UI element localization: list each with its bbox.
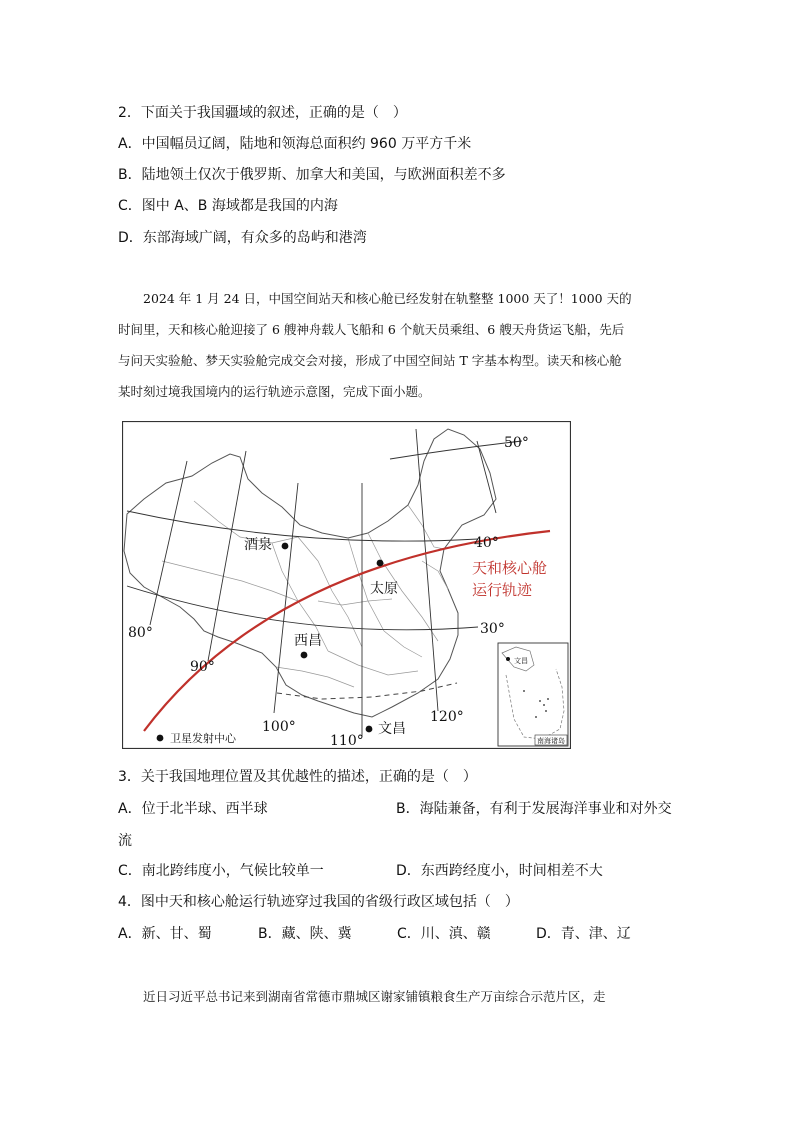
label-jiuquan: 酒泉 bbox=[244, 537, 272, 553]
q2-option-a: A．中国幅员辽阔，陆地和领海总面积约 960 万平方千米 bbox=[118, 136, 472, 152]
label-lon-120: 120° bbox=[430, 709, 464, 725]
china-orbit-map bbox=[122, 421, 571, 749]
inset-title: 南海诸岛 bbox=[537, 737, 565, 745]
label-lon-110: 110° bbox=[330, 733, 364, 749]
q3-option-b-continued: 流 bbox=[118, 833, 132, 849]
south-china-sea-inset bbox=[498, 643, 568, 746]
taiyuan-dot bbox=[377, 560, 384, 567]
passage-line-1: 2024 年 1 月 24 日，中国空间站天和核心舱已经发射在轨整整 1000 天了！1000 天的 bbox=[143, 291, 632, 306]
q3-option-d: D．东西跨经度小，时间相差不大 bbox=[396, 863, 603, 879]
q2-option-d: D．东部海域广阔，有众多的岛屿和港湾 bbox=[118, 230, 367, 246]
wenchang-dot bbox=[366, 726, 373, 733]
q2-option-c: C．图中 A、B 海域都是我国的内海 bbox=[118, 198, 338, 214]
legend-label: 卫星发射中心 bbox=[170, 732, 236, 745]
passage2-line-1: 近日习近平总书记来到湖南省常德市鼎城区谢家铺镇粮食生产万亩综合示范片区，走 bbox=[143, 989, 606, 1004]
passage-line-3: 与问天实验舱、梦天实验舱完成交会对接，形成了中国空间站 T 字基本构型。读天和核心舱 bbox=[118, 353, 622, 368]
q3-stem: 3．关于我国地理位置及其优越性的描述，正确的是（ ） bbox=[118, 769, 477, 785]
q4-option-c: C．川、滇、赣 bbox=[397, 926, 491, 942]
inset-wenchang: 文昌 bbox=[514, 657, 528, 665]
label-lon-90: 90° bbox=[190, 659, 215, 675]
passage-line-4: 某时刻过境我国境内的运行轨迹示意图，完成下面小题。 bbox=[118, 384, 431, 399]
jiuquan-dot bbox=[282, 543, 289, 550]
label-xichang: 西昌 bbox=[294, 633, 322, 649]
label-lat-40: 40° bbox=[474, 535, 499, 551]
q4-option-a: A．新、甘、蜀 bbox=[118, 926, 212, 942]
q3-option-c: C．南北跨纬度小，气候比较单一 bbox=[118, 863, 324, 879]
label-wenchang: 文昌 bbox=[378, 721, 406, 737]
q4-stem: 4．图中天和核心舱运行轨迹穿过我国的省级行政区域包括（ ） bbox=[118, 894, 519, 910]
label-lon-80: 80° bbox=[128, 625, 153, 641]
label-taiyuan: 太原 bbox=[370, 581, 398, 597]
label-lat-30: 30° bbox=[480, 621, 505, 637]
label-lat-50: 50° bbox=[504, 435, 529, 451]
label-trajectory-1: 天和核心舱 bbox=[472, 559, 548, 577]
xichang-dot bbox=[301, 652, 308, 659]
passage-tianhe bbox=[118, 283, 678, 407]
q4-option-b: B．藏、陕、冀 bbox=[258, 926, 352, 942]
legend-dot bbox=[157, 735, 164, 742]
q3-option-a: A．位于北半球、西半球 bbox=[118, 801, 268, 817]
label-trajectory-2: 运行轨迹 bbox=[472, 581, 533, 599]
passage-line-2: 时间里，天和核心舱迎接了 6 艘神舟载人飞船和 6 个航天员乘组、6 艘天舟货运飞船，先后 bbox=[118, 322, 625, 337]
label-lon-100: 100° bbox=[262, 719, 296, 735]
q2-option-b: B．陆地领土仅次于俄罗斯、加拿大和美国，与欧洲面积差不多 bbox=[118, 167, 506, 183]
q2-stem: 2．下面关于我国疆域的叙述，正确的是（ ） bbox=[118, 105, 407, 121]
q3-option-b: B．海陆兼备，有利于发展海洋事业和对外交 bbox=[396, 801, 672, 817]
passage-hunan bbox=[118, 981, 678, 1012]
q4-option-d: D．青、津、辽 bbox=[536, 926, 631, 942]
